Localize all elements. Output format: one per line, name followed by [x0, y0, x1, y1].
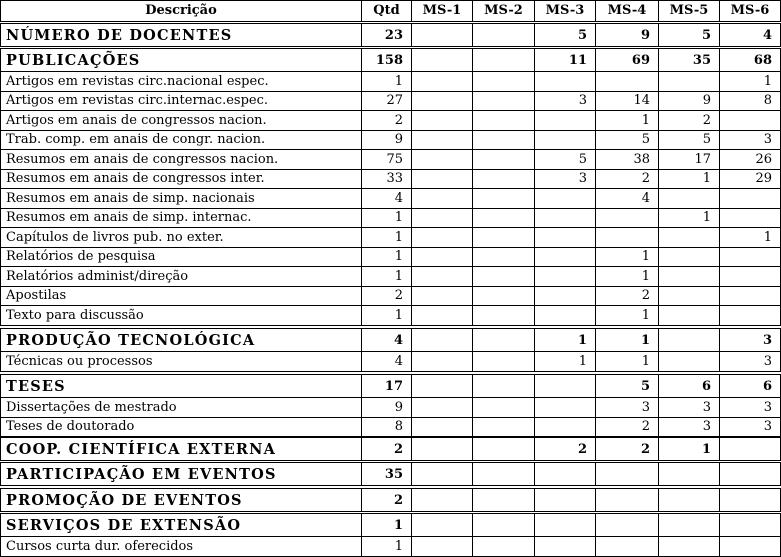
- ms3-cell: 2: [534, 438, 595, 460]
- ms5-cell: [658, 463, 719, 485]
- row-label: Apostilas: [6, 288, 67, 304]
- ms5-cell: 1: [658, 209, 719, 228]
- ms2-cell: [472, 209, 534, 228]
- col-header-ms5: MS-5: [658, 1, 719, 21]
- table-row: [1, 397, 780, 417]
- row-label: Texto para discussão: [6, 307, 144, 323]
- ms4-cell: 69: [595, 49, 658, 71]
- ms6-cell: [719, 111, 780, 130]
- ms5-cell: [658, 329, 719, 351]
- row-label: Cursos curta dur. oferecidos: [6, 538, 194, 554]
- ms4-cell: 2: [595, 287, 658, 306]
- ms6-cell: 68: [719, 49, 780, 71]
- ms2-cell: [472, 111, 534, 130]
- ms4-cell: [595, 489, 658, 511]
- ms4-cell: 9: [595, 24, 658, 46]
- ms2-cell: [472, 418, 534, 437]
- ms3-cell: 11: [534, 49, 595, 71]
- row-label: Resumos em anais de simp. internac.: [6, 210, 252, 226]
- row-label: Artigos em revistas circ.internac.espec.: [6, 93, 269, 109]
- ms1-cell: [411, 438, 472, 460]
- ms6-cell: [719, 306, 780, 325]
- row-label: TESES: [6, 377, 66, 395]
- table-row: [1, 130, 780, 150]
- ms5-cell: [658, 267, 719, 286]
- ms6-cell: 8: [719, 92, 780, 111]
- qtd-cell: 17: [361, 375, 411, 397]
- ms4-cell: 2: [595, 170, 658, 189]
- table-row: [1, 247, 780, 267]
- col-header-ms1: MS-1: [411, 1, 472, 21]
- row-label: Relatórios de pesquisa: [6, 249, 156, 265]
- row-group: [0, 23, 781, 47]
- ms3-cell: 3: [534, 92, 595, 111]
- ms1-cell: [411, 228, 472, 247]
- ms4-cell: 1: [595, 267, 658, 286]
- row-label: Resumos em anais de congressos nacion.: [6, 151, 279, 167]
- row-group: [0, 374, 781, 437]
- ms6-cell: [719, 463, 780, 485]
- ms5-cell: 1: [658, 170, 719, 189]
- ms2-cell: [472, 375, 534, 397]
- ms2-cell: [472, 170, 534, 189]
- ms1-cell: [411, 375, 472, 397]
- ms4-cell: 5: [595, 375, 658, 397]
- ms4-cell: 2: [595, 418, 658, 437]
- table-row: [1, 91, 780, 111]
- ms1-cell: [411, 489, 472, 511]
- ms4-cell: 4: [595, 189, 658, 208]
- ms5-cell: 5: [658, 24, 719, 46]
- ms6-cell: 3: [719, 352, 780, 371]
- table-row: [1, 305, 780, 325]
- ms6-cell: 6: [719, 375, 780, 397]
- ms4-cell: 1: [595, 111, 658, 130]
- section-row: [1, 438, 780, 460]
- ms2-cell: [472, 287, 534, 306]
- qtd-cell: 75: [361, 150, 411, 169]
- ms4-cell: [595, 514, 658, 536]
- ms4-cell: [595, 72, 658, 91]
- ms6-cell: [719, 537, 780, 556]
- ms5-cell: [658, 287, 719, 306]
- qtd-cell: 4: [361, 352, 411, 371]
- qtd-cell: 2: [361, 438, 411, 460]
- ms4-cell: 38: [595, 150, 658, 169]
- table-row: [1, 110, 780, 130]
- col-header-ms4: MS-4: [595, 1, 658, 21]
- ms4-cell: 2: [595, 438, 658, 460]
- table-row: [1, 71, 780, 91]
- table-row: [1, 227, 780, 247]
- ms3-cell: [534, 228, 595, 247]
- ms2-cell: [472, 248, 534, 267]
- section-row: [1, 375, 780, 397]
- ms2-cell: [472, 49, 534, 71]
- ms6-cell: [719, 209, 780, 228]
- row-label: NÚMERO DE DOCENTES: [6, 26, 233, 44]
- ms5-cell: 3: [658, 418, 719, 437]
- ms3-cell: [534, 514, 595, 536]
- ms6-cell: 3: [719, 329, 780, 351]
- row-label: PUBLICAÇÕES: [6, 51, 141, 69]
- ms4-cell: 5: [595, 131, 658, 150]
- table-row: [1, 169, 780, 189]
- ms6-cell: [719, 514, 780, 536]
- row-label: COOP. CIENTÍFICA EXTERNA: [6, 440, 277, 458]
- row-label: PROMOÇÃO DE EVENTOS: [6, 491, 243, 509]
- ms3-cell: [534, 267, 595, 286]
- ms5-cell: [658, 352, 719, 371]
- ms2-cell: [472, 352, 534, 371]
- ms3-cell: [534, 463, 595, 485]
- qtd-cell: 1: [361, 228, 411, 247]
- ms1-cell: [411, 49, 472, 71]
- ms1-cell: [411, 131, 472, 150]
- qtd-cell: 4: [361, 329, 411, 351]
- ms2-cell: [472, 489, 534, 511]
- qtd-cell: 8: [361, 418, 411, 437]
- ms2-cell: [472, 438, 534, 460]
- row-label: Capítulos de livros pub. no exter.: [6, 229, 224, 245]
- ms5-cell: [658, 306, 719, 325]
- row-label: Dissertações de mestrado: [6, 399, 177, 415]
- table-row: [1, 351, 780, 371]
- ms2-cell: [472, 189, 534, 208]
- row-label: PRODUÇÃO TECNOLÓGICA: [6, 331, 256, 349]
- section-row: [1, 463, 780, 485]
- ms1-cell: [411, 92, 472, 111]
- ms3-cell: [534, 111, 595, 130]
- qtd-cell: 1: [361, 72, 411, 91]
- ms1-cell: [411, 170, 472, 189]
- ms3-cell: [534, 189, 595, 208]
- ms3-cell: [534, 287, 595, 306]
- ms5-cell: 1: [658, 438, 719, 460]
- ms3-cell: [534, 418, 595, 437]
- ms3-cell: [534, 72, 595, 91]
- ms6-cell: [719, 287, 780, 306]
- row-group: [0, 462, 781, 486]
- ms1-cell: [411, 248, 472, 267]
- ms4-cell: 1: [595, 329, 658, 351]
- ms4-cell: 14: [595, 92, 658, 111]
- ms1-cell: [411, 24, 472, 46]
- qtd-cell: 9: [361, 398, 411, 417]
- ms3-cell: [534, 306, 595, 325]
- ms4-cell: [595, 209, 658, 228]
- row-label: Relatórios administ/direção: [6, 268, 189, 284]
- ms6-cell: 3: [719, 418, 780, 437]
- ms5-cell: 9: [658, 92, 719, 111]
- ms5-cell: 35: [658, 49, 719, 71]
- qtd-cell: 33: [361, 170, 411, 189]
- row-group: [0, 48, 781, 326]
- ms1-cell: [411, 189, 472, 208]
- table-header: [0, 0, 781, 22]
- ms2-cell: [472, 24, 534, 46]
- qtd-cell: 1: [361, 306, 411, 325]
- row-label: Técnicas ou processos: [6, 353, 153, 369]
- ms3-cell: [534, 248, 595, 267]
- ms3-cell: [534, 131, 595, 150]
- ms5-cell: [658, 228, 719, 247]
- ms5-cell: 6: [658, 375, 719, 397]
- row-label: SERVIÇOS DE EXTENSÃO: [6, 516, 242, 534]
- qtd-cell: 1: [361, 267, 411, 286]
- ms1-cell: [411, 287, 472, 306]
- ms3-cell: [534, 537, 595, 556]
- section-row: [1, 24, 780, 46]
- ms1-cell: [411, 111, 472, 130]
- qtd-cell: 2: [361, 287, 411, 306]
- qtd-cell: 1: [361, 209, 411, 228]
- ms2-cell: [472, 72, 534, 91]
- ms1-cell: [411, 537, 472, 556]
- qtd-cell: 2: [361, 111, 411, 130]
- qtd-cell: 35: [361, 463, 411, 485]
- ms1-cell: [411, 306, 472, 325]
- row-group: [0, 513, 781, 557]
- row-label: Resumos em anais de simp. nacionais: [6, 190, 255, 206]
- ms2-cell: [472, 92, 534, 111]
- ms2-cell: [472, 150, 534, 169]
- table-row: [1, 536, 780, 556]
- row-label: Trab. comp. em anais de congr. nacion.: [6, 132, 266, 148]
- ms6-cell: 1: [719, 228, 780, 247]
- ms3-cell: [534, 375, 595, 397]
- ms2-cell: [472, 306, 534, 325]
- ms5-cell: [658, 537, 719, 556]
- ms1-cell: [411, 72, 472, 91]
- row-label: Artigos em anais de congressos nacion.: [6, 112, 267, 128]
- ms2-cell: [472, 267, 534, 286]
- row-label: Artigos em revistas circ.nacional espec.: [6, 73, 269, 89]
- ms4-cell: 1: [595, 352, 658, 371]
- section-row: [1, 489, 780, 511]
- ms5-cell: [658, 489, 719, 511]
- ms1-cell: [411, 463, 472, 485]
- row-label: PARTICIPAÇÃO EM EVENTOS: [6, 465, 277, 483]
- row-group: [0, 328, 781, 372]
- ms5-cell: 3: [658, 398, 719, 417]
- qtd-cell: 1: [361, 248, 411, 267]
- ms1-cell: [411, 150, 472, 169]
- table-row: [1, 266, 780, 286]
- ms3-cell: 5: [534, 24, 595, 46]
- col-header-ms6: MS-6: [719, 1, 780, 21]
- row-group: [0, 437, 781, 461]
- ms2-cell: [472, 131, 534, 150]
- ms3-cell: [534, 209, 595, 228]
- ms4-cell: [595, 463, 658, 485]
- ms1-cell: [411, 329, 472, 351]
- row-label: Resumos em anais de congressos inter.: [6, 171, 265, 187]
- ms6-cell: [719, 489, 780, 511]
- qtd-cell: 1: [361, 514, 411, 536]
- ms3-cell: 1: [534, 329, 595, 351]
- ms3-cell: [534, 398, 595, 417]
- ms6-cell: 26: [719, 150, 780, 169]
- ms6-cell: [719, 267, 780, 286]
- ms1-cell: [411, 352, 472, 371]
- ms1-cell: [411, 267, 472, 286]
- qtd-cell: 4: [361, 189, 411, 208]
- ms5-cell: [658, 514, 719, 536]
- ms1-cell: [411, 209, 472, 228]
- ms2-cell: [472, 228, 534, 247]
- ms5-cell: 5: [658, 131, 719, 150]
- ms4-cell: [595, 228, 658, 247]
- section-row: [1, 514, 780, 536]
- ms4-cell: 1: [595, 306, 658, 325]
- qtd-cell: 1: [361, 537, 411, 556]
- qtd-cell: 9: [361, 131, 411, 150]
- ms6-cell: 29: [719, 170, 780, 189]
- qtd-cell: 23: [361, 24, 411, 46]
- ms4-cell: 1: [595, 248, 658, 267]
- section-row: [1, 329, 780, 351]
- ms2-cell: [472, 514, 534, 536]
- table-row: [1, 417, 780, 437]
- ms3-cell: [534, 489, 595, 511]
- ms6-cell: 3: [719, 131, 780, 150]
- table-row: [1, 208, 780, 228]
- ms6-cell: [719, 189, 780, 208]
- ms1-cell: [411, 418, 472, 437]
- col-header-ms2: MS-2: [472, 1, 534, 21]
- ms6-cell: 1: [719, 72, 780, 91]
- row-label: Teses de doutorado: [6, 419, 135, 435]
- row-group: [0, 488, 781, 512]
- ms6-cell: 4: [719, 24, 780, 46]
- ms5-cell: [658, 248, 719, 267]
- ms2-cell: [472, 463, 534, 485]
- ms3-cell: 3: [534, 170, 595, 189]
- ms3-cell: 5: [534, 150, 595, 169]
- col-header-descricao: Descrição: [145, 3, 217, 19]
- ms5-cell: 2: [658, 111, 719, 130]
- ms5-cell: [658, 189, 719, 208]
- header-row: [1, 1, 780, 21]
- ms1-cell: [411, 514, 472, 536]
- ms1-cell: [411, 398, 472, 417]
- qtd-cell: 27: [361, 92, 411, 111]
- qtd-cell: 2: [361, 489, 411, 511]
- ms2-cell: [472, 398, 534, 417]
- ms3-cell: 1: [534, 352, 595, 371]
- ms6-cell: 3: [719, 398, 780, 417]
- ms4-cell: 3: [595, 398, 658, 417]
- table-row: [1, 188, 780, 208]
- ms4-cell: [595, 537, 658, 556]
- section-row: [1, 49, 780, 71]
- qtd-cell: 158: [361, 49, 411, 71]
- ms5-cell: 17: [658, 150, 719, 169]
- col-header-qtd: Qtd: [361, 1, 411, 21]
- ms2-cell: [472, 537, 534, 556]
- table-row: [1, 286, 780, 306]
- ms2-cell: [472, 329, 534, 351]
- col-header-ms3: MS-3: [534, 1, 595, 21]
- ms6-cell: [719, 438, 780, 460]
- ms5-cell: [658, 72, 719, 91]
- ms6-cell: [719, 248, 780, 267]
- table-row: [1, 149, 780, 169]
